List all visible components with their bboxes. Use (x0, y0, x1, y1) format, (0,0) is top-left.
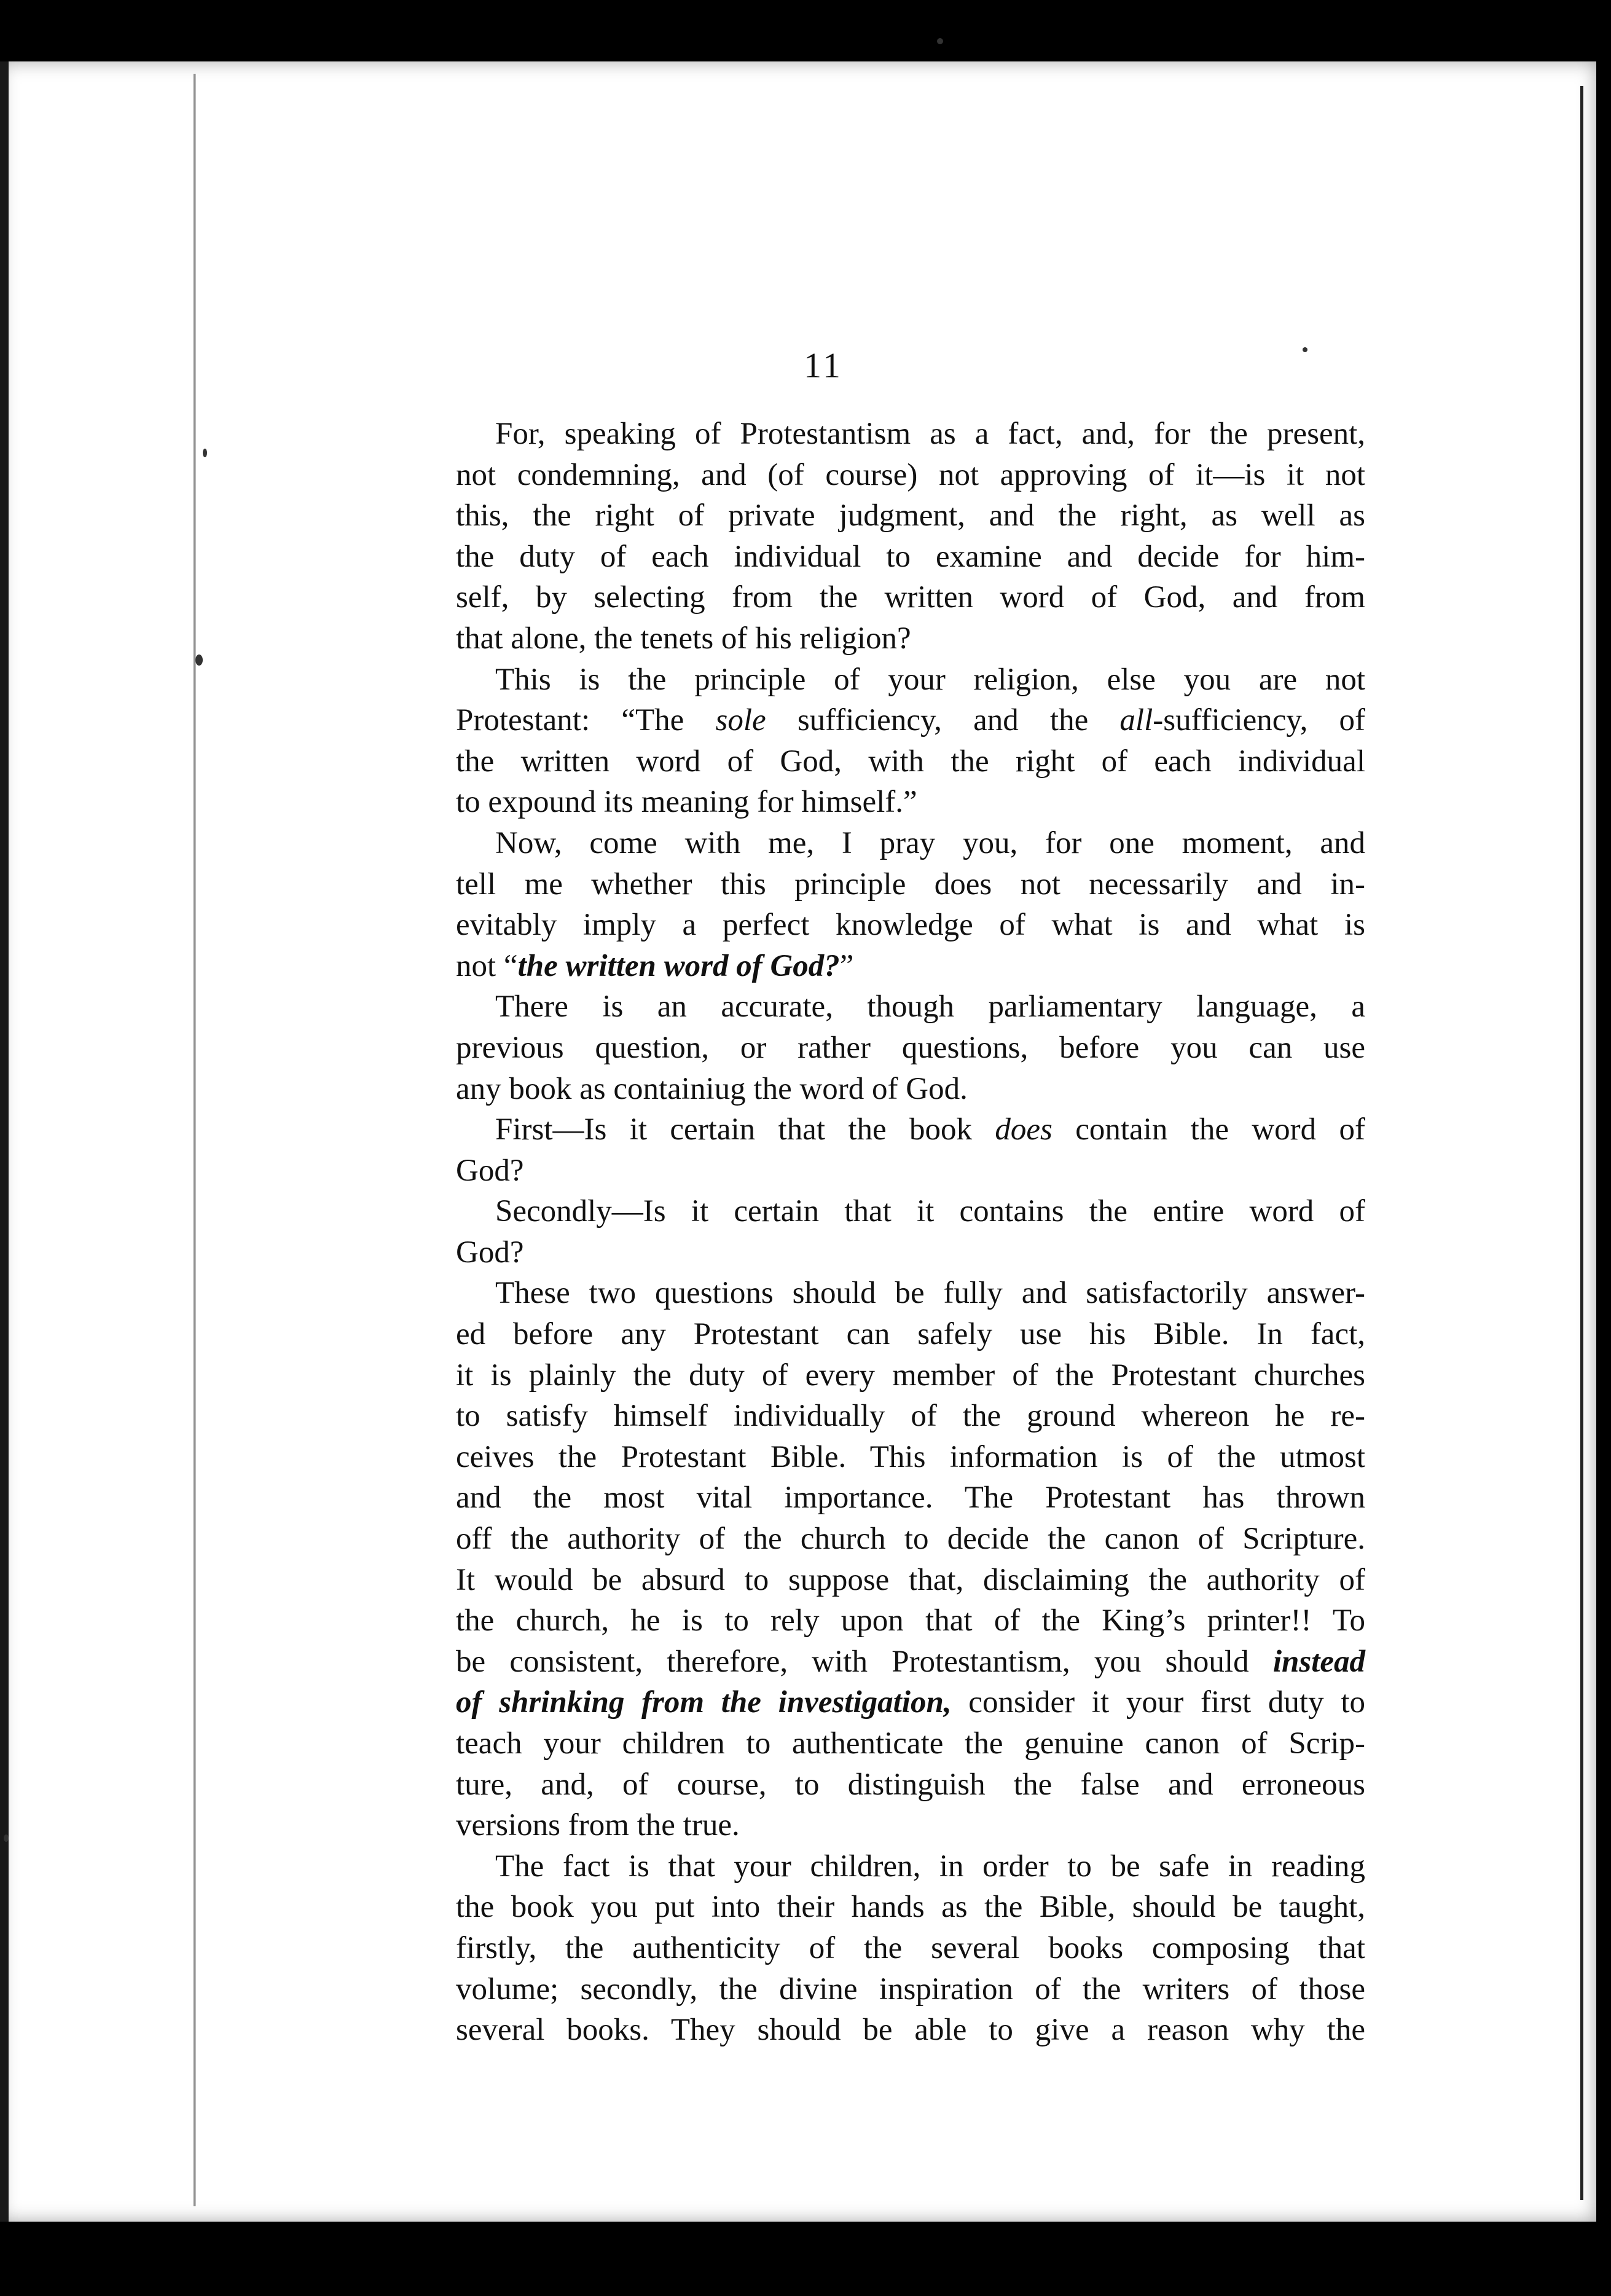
text-line (417, 1682, 1365, 1723)
ink-speck (4, 1834, 9, 1842)
page-number: 11 (804, 345, 843, 385)
text-line: that alone, the tenets of his religion? (456, 621, 911, 656)
text-line: and the most vital importance. The Protestant has thrown (456, 1480, 1365, 1516)
paragraph (417, 1109, 1365, 1191)
italic-run: sole (715, 703, 766, 738)
text-run: Protestant: “The (456, 703, 716, 738)
text-line: It would be absurd to suppose that, disclaiming the authority of (456, 1562, 1365, 1597)
text-line: Secondly—Is it certain that it contains the entire word of (495, 1194, 1365, 1229)
paragraph (417, 414, 1365, 659)
paragraph (417, 659, 1365, 823)
text-run: sufficiency, and the (766, 703, 1120, 738)
text-line: The fact is that your children, in order to be safe in reading (495, 1849, 1365, 1884)
paragraph (417, 1273, 1365, 1846)
text-line: Now, come with me, I pray you, for one moment, and (495, 825, 1365, 860)
ink-speck (203, 449, 207, 457)
text-line: any book as containiug the word of God. (456, 1071, 968, 1106)
text-line: the duty of each individual to examine and decide for him- (456, 539, 1365, 574)
text-line (417, 1109, 1365, 1150)
text-line: several books. They should be able to give a reason why the (456, 2013, 1365, 2048)
ink-speck (195, 655, 203, 666)
italic-run: the written word of God? (517, 948, 840, 983)
text-line: ed before any Protestant can safely use his Bible. In fact, (456, 1317, 1365, 1352)
text-line: the book you put into their hands as the Bible, should be taught, (456, 1890, 1365, 1925)
text-line: volume; secondly, the divine inspiration of the writers of those (456, 1972, 1365, 2007)
text-line (417, 1641, 1365, 1683)
text-line: to expound its meaning for himself.” (456, 785, 917, 820)
text-line: this, the right of private judgment, and the right, as well as (456, 498, 1365, 533)
text-line: This is the principle of your religion, else you are not (495, 662, 1365, 697)
text-run: consider it your first duty to (951, 1685, 1365, 1720)
text-run: be consistent, therefore, with Protestantism, you should (456, 1644, 1273, 1679)
text-line: self, by selecting from the written word of God, and from (456, 580, 1365, 615)
italic-run: all (1119, 703, 1153, 738)
text-run: -sufficiency, of (1153, 703, 1366, 738)
ink-speck (1303, 347, 1307, 352)
text-line (417, 700, 1365, 741)
text-line: evitably imply a perfect knowledge of what is and what is (456, 908, 1365, 943)
text-run: ” (839, 948, 854, 983)
italic-run: does (995, 1112, 1052, 1147)
text-line: tell me whether this principle does not necessarily and in- (456, 867, 1365, 902)
text-line: not condemning, and (of course) not approving of it—is it not (456, 457, 1365, 492)
paragraph (417, 986, 1365, 1109)
text-line: the church, he is to rely upon that of the King’s printer!! To (456, 1603, 1365, 1638)
italic-run: instead (1272, 1644, 1365, 1679)
paragraph (417, 823, 1365, 986)
text-run: First—Is it certain that the book (495, 1112, 995, 1147)
text-line: teach your children to authenticate the genuine canon of Scrip- (456, 1726, 1365, 1761)
text-line: to satisfy himself individually of the ground whereon he re- (456, 1399, 1365, 1434)
text-line: ceives the Protestant Bible. This information is of the utmost (456, 1439, 1365, 1474)
text-line: off the authority of the church to decide the canon of Scripture. (456, 1522, 1365, 1557)
text-line (417, 946, 1365, 987)
text-line: For, speaking of Protestantism as a fact, and, for the present, (495, 417, 1365, 451)
text-line: the written word of God, with the right of each individual (456, 744, 1365, 779)
italic-run: of shrinking from the investigation, (456, 1685, 952, 1720)
text-line: ture, and, of course, to distinguish the false and erroneous (456, 1767, 1365, 1802)
text-line: God? (456, 1153, 524, 1188)
text-line: firstly, the authenticity of the several books composing that (456, 1930, 1365, 1965)
body-text (417, 414, 1365, 2051)
text-line: These two questions should be fully and satisfactorily answer- (495, 1276, 1365, 1311)
text-line: God? (456, 1235, 524, 1270)
binding-gutter-line (194, 74, 196, 2206)
text-line: versions from the true. (456, 1808, 740, 1843)
paragraph (417, 1191, 1365, 1273)
right-page-edge (1580, 86, 1583, 2200)
text-line: There is an accurate, though parliamentary language, a (495, 989, 1365, 1024)
text-run: not “ (456, 948, 518, 983)
text-run: contain the word of (1052, 1112, 1366, 1147)
paragraph (417, 1846, 1365, 2051)
ink-speck (937, 38, 943, 44)
text-line: previous question, or rather questions, before you can use (456, 1030, 1365, 1065)
left-page-edge (0, 61, 9, 2222)
text-line: it is plainly the duty of every member of the Protestant churches (456, 1358, 1365, 1393)
